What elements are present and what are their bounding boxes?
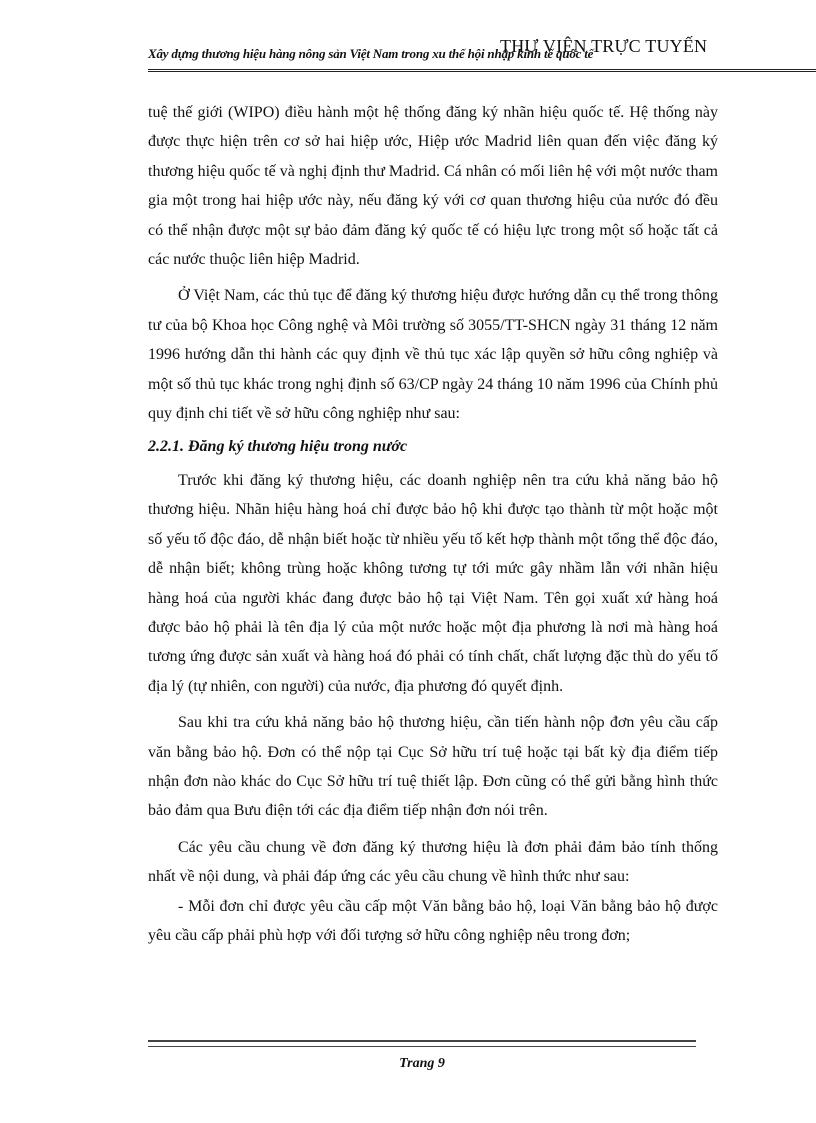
page-number: Trang 9 bbox=[399, 1056, 445, 1071]
page-body bbox=[148, 98, 718, 950]
header-watermark: THƯ VIỆN TRỰC TUYẾN bbox=[500, 36, 708, 56]
page-header bbox=[148, 36, 816, 72]
footer-rule bbox=[148, 1040, 696, 1047]
paragraph-before-registration: Trước khi đăng ký thương hiệu, các doanh nghiệp nên tra cứu khả năng bảo hộ thương hiệu. Nhãn hiệu hàng hoá chỉ được bảo hộ khi được tạo thành từ một hoặc một số yếu tố độc đáo, dễ nhận biết hoặc từ nhiều yếu tố kết hợp thành một tổng thể độc đáo, dễ nhận biết; không trùng hoặc không tương tự tới mức gây nhầm lẫn với nhãn hiệu hàng hoá của người khác đang được bảo hộ tại Việt Nam. Tên gọi xuất xứ hàng hoá được bảo hộ phải là tên địa lý của một nước hoặc một địa phương là nơi mà hàng hoá tương ứng được sản xuất và hàng hoá đó phải có tính chất, chất lượng đặc thù do yếu tố địa lý (tự nhiên, con người) của nước, địa phương đó quyết định. bbox=[148, 471, 718, 695]
paragraph-requirement-item: - Mỗi đơn chỉ được yêu cầu cấp một Văn bằng bảo hộ, loại Văn bằng bảo hộ được yêu cầu cấp phải phù hợp với đối tượng sở hữu công nghiệp nêu trong đơn; bbox=[148, 897, 718, 944]
paragraph-wipo: tuệ thế giới (WIPO) điều hành một hệ thống đăng ký nhãn hiệu quốc tế. Hệ thống này được thực hiện trên cơ sở hai hiệp ước, Hiệp ước Madrid liên quan đến việc đăng ký thương hiệu quốc tế và nghị định thư Madrid. Cá nhân có mối liên hệ với một nước tham gia một trong hai hiệp ước này, nếu đăng ký với cơ quan thương hiệu của nước đó đều có thể nhận được một sự bảo đảm đăng ký quốc tế có hiệu lực trong một số hoặc tất cả các nước thuộc liên hiệp Madrid. bbox=[148, 104, 718, 269]
paragraph-general-requirements: Các yêu cầu chung về đơn đăng ký thương hiệu là đơn phải đảm bảo tính thống nhất về nội dung, và phải đáp ứng các yêu cầu chung về hình thức như sau: bbox=[148, 838, 718, 886]
section-heading: 2.2.1. Đăng ký thương hiệu trong nước bbox=[148, 438, 408, 456]
paragraph-vietnam-procedures: Ở Việt Nam, các thủ tục để đăng ký thương hiệu được hướng dẫn cụ thể trong thông tư của bộ Khoa học Công nghệ và Môi trường số 3055/TT-SHCN ngày 31 tháng 12 năm 1996 hướng dẫn thi hành các quy định về thủ tục xác lập quyền sở hữu công nghiệp và một số thủ tục khác trong nghị định số 63/CP ngày 24 tháng 10 năm 1996 của Chính phủ quy định chi tiết về sở hữu công nghiệp như sau: bbox=[148, 287, 718, 423]
header-title: Xây dựng thương hiệu hàng nông sản Việt Nam trong xu thế hội nhập kinh tế quốc tế bbox=[148, 46, 594, 61]
paragraph-filing: Sau khi tra cứu khả năng bảo hộ thương hiệu, cần tiến hành nộp đơn yêu cầu cấp văn bằng bảo hộ. Đơn có thể nộp tại Cục Sở hữu trí tuệ hoặc tại bất kỳ địa điểm tiếp nhận đơn nào khác do Cục Sở hữu trí tuệ thiết lập. Đơn cũng có thể gửi bằng hình thức bảo đảm qua Bưu điện tới các địa điểm tiếp nhận đơn nói trên. bbox=[148, 714, 718, 820]
header-rule bbox=[148, 69, 816, 72]
